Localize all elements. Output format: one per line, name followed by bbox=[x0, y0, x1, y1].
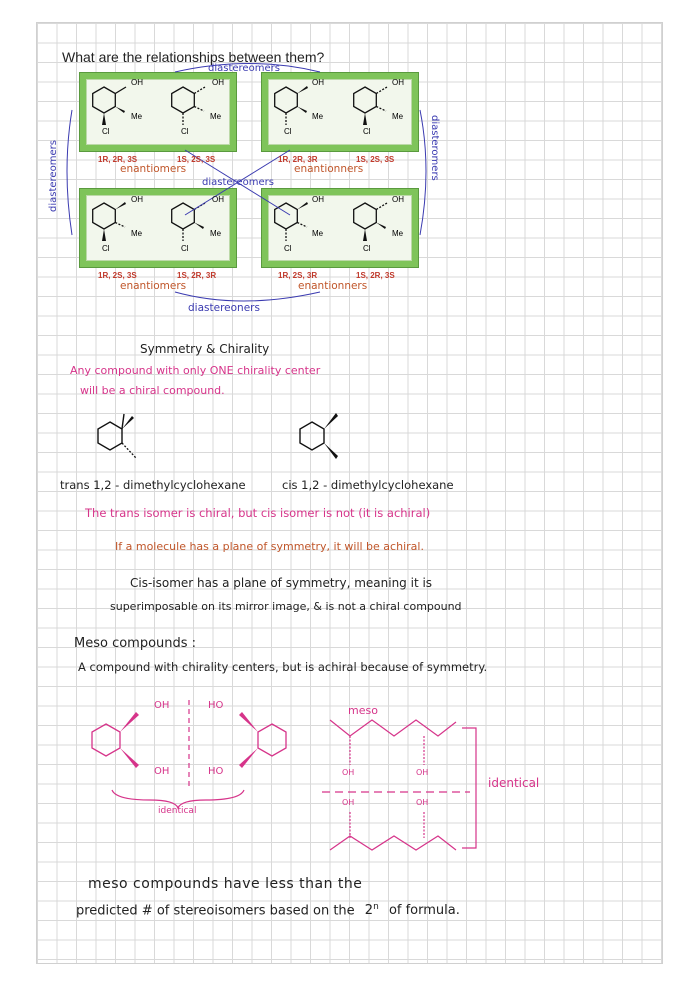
trans-label: trans 1,2 - dimethylcyclohexane bbox=[60, 478, 246, 492]
oh-label: OH bbox=[212, 195, 224, 204]
meso-pair-right bbox=[239, 712, 286, 768]
oh-label: OH bbox=[154, 700, 170, 711]
diastereomers-label: diastereomers bbox=[208, 63, 280, 74]
meso-label: meso bbox=[348, 704, 378, 717]
power-base: 2 bbox=[364, 903, 374, 919]
enantiomers-label: enantiomers bbox=[120, 163, 187, 175]
config-label: 1R, 2S, 3S bbox=[98, 271, 137, 280]
diastereomers-label-left: diastereomers bbox=[48, 140, 59, 212]
cl-label: Cl bbox=[284, 244, 292, 253]
config-label: 1S, 2S, 3S bbox=[177, 155, 216, 164]
plane-note: If a molecule has a plane of symmetry, it will be achiral. bbox=[115, 540, 424, 553]
config-label: 1S, 2R, 3R bbox=[177, 271, 217, 280]
meso-pair-left bbox=[92, 712, 139, 768]
summary-end: of formula. bbox=[388, 903, 460, 919]
cis-molecule bbox=[300, 413, 338, 459]
trans-note: The trans isomer is chiral, but cis isomer is not (it is achiral) bbox=[85, 506, 431, 520]
molecule-3b bbox=[172, 203, 205, 241]
question-title: What are the relationships between them? bbox=[62, 49, 325, 65]
me-label: Me bbox=[131, 112, 143, 121]
oh-label: OH bbox=[212, 78, 224, 87]
oh-label: OH bbox=[416, 768, 429, 777]
me-label: Me bbox=[210, 112, 222, 121]
config-label: 1S, 2S, 3S bbox=[356, 155, 395, 164]
summary-line-1: meso compounds have less than the bbox=[88, 876, 363, 892]
ho-label: HO bbox=[208, 766, 224, 777]
oh-label: OH bbox=[131, 195, 143, 204]
config-label: 1R, 2S, 3R bbox=[278, 271, 318, 280]
diasteromers-label-right: diasteromers bbox=[429, 115, 440, 181]
oh-label: OH bbox=[131, 78, 143, 87]
identical-small-label: identical bbox=[158, 806, 197, 816]
oh-label: OH bbox=[342, 768, 355, 777]
me-label: Me bbox=[312, 112, 324, 121]
meso-definition: A compound with chirality centers, but is achiral because of symmetry. bbox=[78, 660, 488, 674]
rule-line-2: will be a chiral compound. bbox=[80, 384, 225, 397]
me-label: Me bbox=[392, 229, 404, 238]
oh-label: OH bbox=[342, 798, 355, 807]
cl-label: Cl bbox=[363, 244, 371, 253]
rule-line-1: Any compound with only ONE chirality center bbox=[70, 364, 321, 377]
molecule-1a bbox=[93, 87, 126, 125]
ho-label: HO bbox=[208, 700, 224, 711]
molecule-2b bbox=[354, 87, 387, 125]
cis-label: cis 1,2 - dimethylcyclohexane bbox=[282, 478, 454, 492]
config-label: 1S, 2R, 3S bbox=[356, 271, 395, 280]
config-label: 1R, 2R, 3R bbox=[278, 155, 318, 164]
power-exp: n bbox=[373, 902, 379, 912]
summary-text: predicted # of stereoisomers based on the bbox=[76, 903, 355, 919]
me-label: Me bbox=[312, 229, 324, 238]
meso-zigzag bbox=[322, 720, 476, 850]
molecule-2a bbox=[275, 86, 308, 125]
identical-label: identical bbox=[488, 776, 540, 790]
oh-label: OH bbox=[154, 766, 170, 777]
cl-label: Cl bbox=[181, 244, 189, 253]
oh-label: OH bbox=[392, 195, 404, 204]
trans-molecule bbox=[98, 414, 136, 458]
me-label: Me bbox=[131, 229, 143, 238]
molecule-4b bbox=[354, 203, 387, 241]
meso-heading: Meso compounds : bbox=[74, 636, 197, 651]
cl-label: Cl bbox=[102, 244, 110, 253]
enantiomers-label: enantionners bbox=[298, 280, 368, 292]
cl-label: Cl bbox=[181, 127, 189, 136]
cl-label: Cl bbox=[284, 127, 292, 136]
oh-label: OH bbox=[312, 78, 324, 87]
molecule-3a bbox=[93, 202, 126, 241]
oh-label: OH bbox=[416, 798, 429, 807]
oh-label: OH bbox=[392, 78, 404, 87]
diastereomers-label-center: diastereomers bbox=[202, 177, 274, 188]
cis-note-2: superimposable on its mirror image, & is not a chiral compound bbox=[110, 600, 462, 613]
enantiomers-label: enantiomers bbox=[120, 280, 187, 292]
symmetry-heading: Symmetry & Chirality bbox=[140, 342, 270, 356]
summary-line-2 bbox=[76, 902, 460, 918]
me-label: Me bbox=[392, 112, 404, 121]
cl-label: Cl bbox=[102, 127, 110, 136]
diastereoners-label: diastereoners bbox=[188, 302, 260, 314]
oh-label: OH bbox=[312, 195, 324, 204]
enantiomers-label: enantionners bbox=[294, 163, 364, 175]
molecule-4a bbox=[275, 202, 308, 241]
cis-note-1: Cis-isomer has a plane of symmetry, meaning it is bbox=[130, 576, 433, 590]
config-label: 1R, 2R, 3S bbox=[98, 155, 138, 164]
molecule-1b bbox=[172, 87, 205, 125]
cl-label: Cl bbox=[363, 127, 371, 136]
me-label: Me bbox=[210, 229, 222, 238]
